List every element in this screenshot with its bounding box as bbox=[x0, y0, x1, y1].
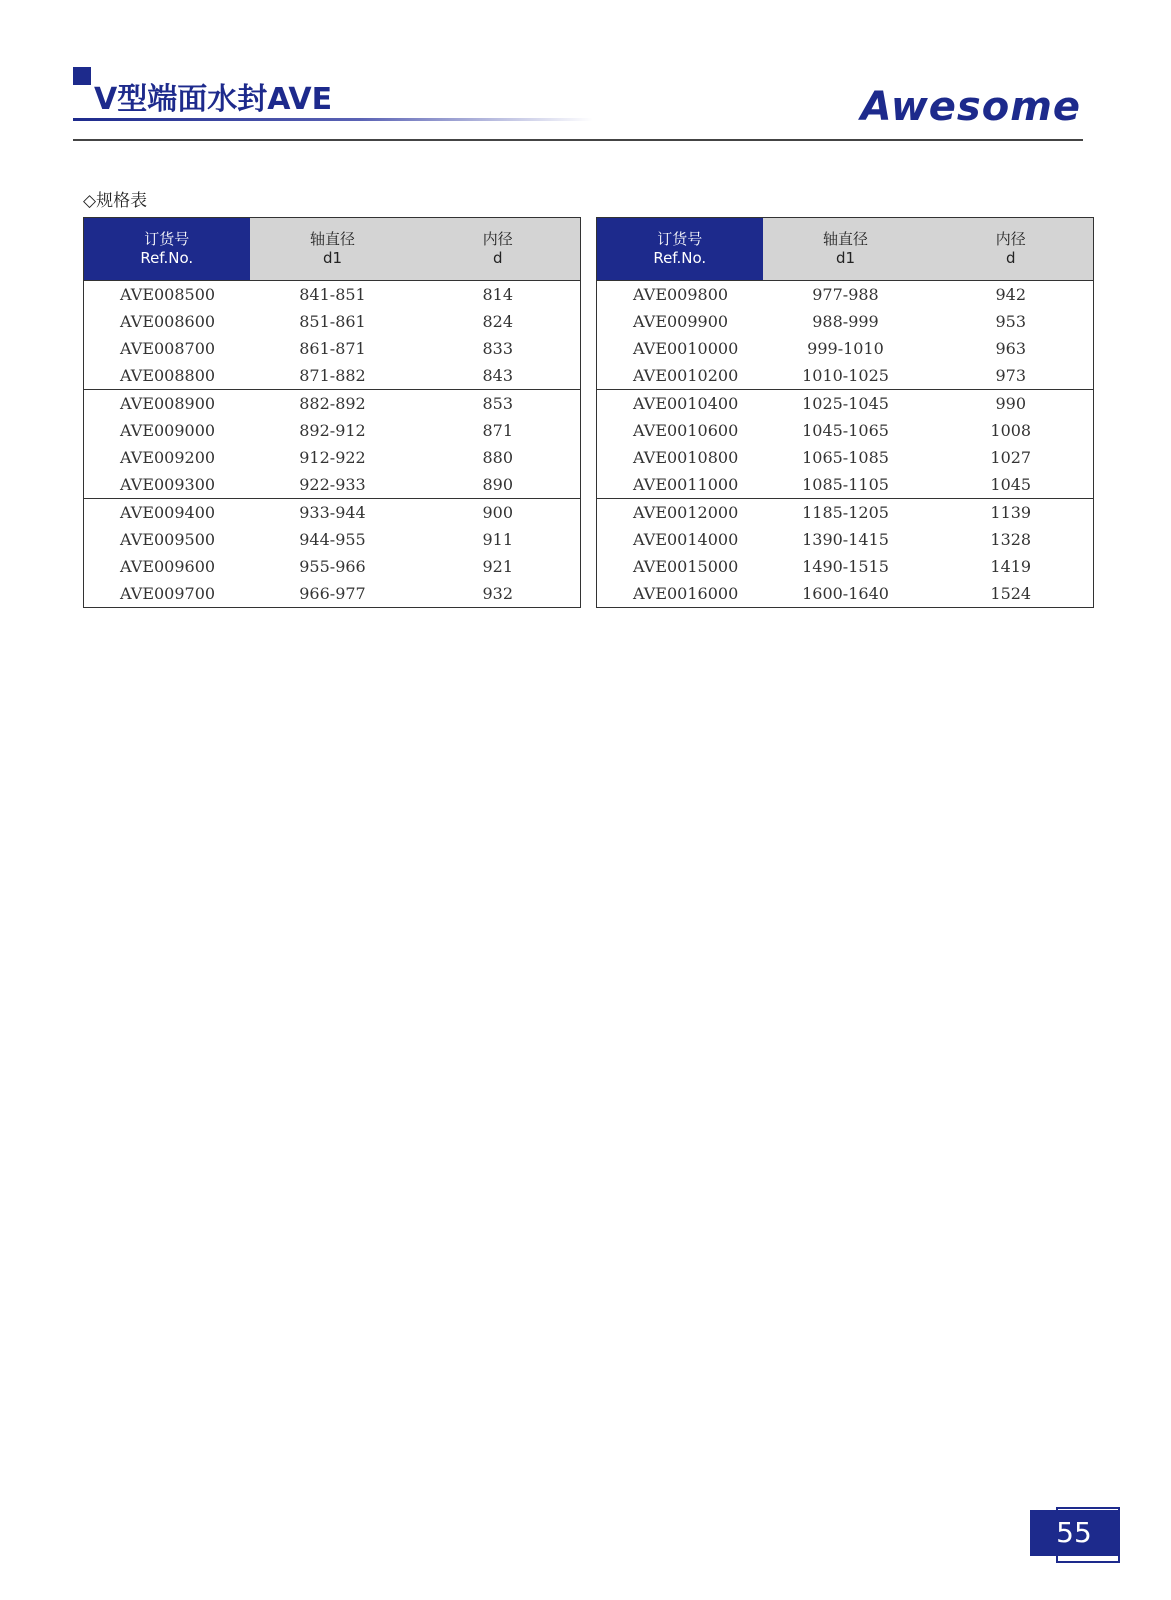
table-row bbox=[597, 281, 1094, 309]
table-row bbox=[597, 580, 1094, 608]
cell-ref: AVE0016000 bbox=[633, 584, 739, 603]
col-header-d-cn: 内径 bbox=[482, 230, 513, 248]
cell-ref: AVE0012000 bbox=[633, 503, 739, 522]
cell-d: 1328 bbox=[990, 530, 1032, 549]
table-row bbox=[84, 362, 581, 390]
cell-d1: 1600-1640 bbox=[802, 584, 889, 603]
table-row bbox=[597, 390, 1094, 418]
cell-ref: AVE0010400 bbox=[633, 394, 739, 413]
cell-d: 942 bbox=[995, 285, 1027, 304]
cell-d1: 882-892 bbox=[299, 394, 366, 413]
table-row bbox=[84, 553, 581, 580]
table-row bbox=[597, 362, 1094, 390]
table-row bbox=[84, 444, 581, 471]
cell-d: 973 bbox=[929, 362, 1094, 390]
cell-d: 953 bbox=[995, 312, 1027, 331]
table-row bbox=[84, 281, 581, 309]
page-number-frame bbox=[1056, 1507, 1120, 1563]
cell-d1: 1390-1415 bbox=[802, 530, 889, 549]
table-row bbox=[597, 444, 1094, 471]
cell-ref: AVE008900 bbox=[120, 394, 216, 413]
cell-ref: AVE0011000 bbox=[597, 471, 763, 499]
table-row bbox=[597, 526, 1094, 553]
cell-ref: AVE009500 bbox=[120, 530, 216, 549]
col-header-ref-cn: 订货号 bbox=[657, 230, 703, 248]
cell-ref: AVE008700 bbox=[120, 339, 216, 358]
cell-ref: AVE009600 bbox=[120, 557, 216, 576]
cell-ref: AVE0010800 bbox=[633, 448, 739, 467]
col-header-d1-cn: 轴直径 bbox=[309, 230, 355, 248]
cell-ref: AVE0014000 bbox=[633, 530, 739, 549]
table-row bbox=[84, 308, 581, 335]
cell-d1: 871-882 bbox=[250, 362, 416, 390]
cell-d: 871 bbox=[482, 421, 514, 440]
cell-d1: 1085-1105 bbox=[763, 471, 929, 499]
cell-d1: 944-955 bbox=[299, 530, 366, 549]
col-header-d bbox=[416, 218, 581, 281]
cell-ref: AVE009000 bbox=[120, 421, 216, 440]
cell-d: 963 bbox=[995, 339, 1027, 358]
table-header-row bbox=[597, 218, 1094, 281]
cell-d: 1008 bbox=[990, 421, 1032, 440]
table-row bbox=[84, 580, 581, 608]
header-square-icon bbox=[73, 67, 91, 85]
col-header-d-cn: 内径 bbox=[995, 230, 1026, 248]
cell-d1: 955-966 bbox=[299, 557, 366, 576]
col-header-ref-cn: 订货号 bbox=[144, 230, 190, 248]
header-divider bbox=[73, 139, 1083, 141]
cell-d1: 861-871 bbox=[299, 339, 366, 358]
cell-d: 890 bbox=[416, 471, 581, 499]
cell-ref: AVE009900 bbox=[633, 312, 729, 331]
cell-d: 911 bbox=[482, 530, 514, 549]
title-underline bbox=[73, 118, 593, 121]
table-header-row bbox=[84, 218, 581, 281]
cell-d1: 999-1010 bbox=[807, 339, 884, 358]
col-header-ref-en: Ref.No. bbox=[140, 249, 194, 267]
table-row bbox=[84, 499, 581, 527]
cell-d: 833 bbox=[482, 339, 514, 358]
cell-d1: 1185-1205 bbox=[802, 503, 889, 522]
cell-d1: 892-912 bbox=[299, 421, 366, 440]
cell-d: 921 bbox=[482, 557, 514, 576]
cell-d: 1524 bbox=[990, 584, 1032, 603]
cell-d1: 841-851 bbox=[299, 285, 366, 304]
cell-d1: 922-933 bbox=[250, 471, 416, 499]
spec-table-right bbox=[596, 217, 1094, 608]
cell-d1: 988-999 bbox=[812, 312, 879, 331]
cell-ref: AVE008600 bbox=[120, 312, 216, 331]
cell-d: 932 bbox=[482, 584, 514, 603]
cell-d: 880 bbox=[482, 448, 514, 467]
col-header-d1 bbox=[250, 218, 416, 281]
cell-d: 990 bbox=[995, 394, 1027, 413]
col-header-ref-en: Ref.No. bbox=[653, 249, 707, 267]
table-row bbox=[84, 471, 581, 499]
spec-table-label: ◇规格表 bbox=[83, 191, 148, 211]
spec-table-left bbox=[83, 217, 581, 608]
cell-d1: 933-944 bbox=[299, 503, 366, 522]
cell-d: 1419 bbox=[990, 557, 1032, 576]
cell-d1: 977-988 bbox=[812, 285, 879, 304]
cell-ref: AVE008800 bbox=[84, 362, 250, 390]
cell-d: 814 bbox=[482, 285, 514, 304]
cell-d1: 1065-1085 bbox=[802, 448, 889, 467]
table-row bbox=[84, 390, 581, 418]
cell-ref: AVE009200 bbox=[120, 448, 216, 467]
cell-ref: AVE009700 bbox=[120, 584, 216, 603]
col-header-ref bbox=[84, 218, 250, 281]
cell-d: 1139 bbox=[990, 503, 1032, 522]
table-row bbox=[84, 526, 581, 553]
cell-d: 900 bbox=[482, 503, 514, 522]
table-row bbox=[597, 553, 1094, 580]
cell-ref: AVE0010600 bbox=[633, 421, 739, 440]
cell-d1: 1010-1025 bbox=[763, 362, 929, 390]
col-header-d-en: d bbox=[492, 249, 503, 267]
col-header-d-en: d bbox=[1005, 249, 1016, 267]
table-row bbox=[597, 308, 1094, 335]
cell-ref: AVE008500 bbox=[120, 285, 216, 304]
page-title: V型端面水封AVE bbox=[94, 82, 333, 117]
cell-d1: 1045-1065 bbox=[802, 421, 889, 440]
col-header-d1 bbox=[763, 218, 929, 281]
cell-ref: AVE009400 bbox=[120, 503, 216, 522]
brand-logo: Awesome bbox=[860, 84, 1081, 130]
col-header-d1-cn: 轴直径 bbox=[822, 230, 868, 248]
col-header-d bbox=[929, 218, 1094, 281]
table-row bbox=[597, 335, 1094, 362]
col-header-d1-en: d1 bbox=[835, 249, 856, 267]
cell-d: 853 bbox=[482, 394, 514, 413]
table-row bbox=[597, 417, 1094, 444]
table-row bbox=[597, 499, 1094, 527]
cell-d: 843 bbox=[416, 362, 581, 390]
table-row bbox=[84, 417, 581, 444]
cell-d: 824 bbox=[482, 312, 514, 331]
col-header-d1-en: d1 bbox=[322, 249, 343, 267]
table-row bbox=[84, 335, 581, 362]
cell-d: 1027 bbox=[990, 448, 1032, 467]
cell-ref: AVE0010200 bbox=[597, 362, 763, 390]
table-row bbox=[597, 471, 1094, 499]
cell-d1: 966-977 bbox=[299, 584, 366, 603]
cell-d1: 1025-1045 bbox=[802, 394, 889, 413]
cell-ref: AVE0010000 bbox=[633, 339, 739, 358]
cell-d: 1045 bbox=[929, 471, 1094, 499]
cell-ref: AVE0015000 bbox=[633, 557, 739, 576]
col-header-ref bbox=[597, 218, 763, 281]
cell-d1: 851-861 bbox=[299, 312, 366, 331]
cell-ref: AVE009300 bbox=[84, 471, 250, 499]
page-number: 55 bbox=[1030, 1510, 1118, 1556]
cell-d1: 912-922 bbox=[299, 448, 366, 467]
cell-ref: AVE009800 bbox=[633, 285, 729, 304]
cell-d1: 1490-1515 bbox=[802, 557, 889, 576]
